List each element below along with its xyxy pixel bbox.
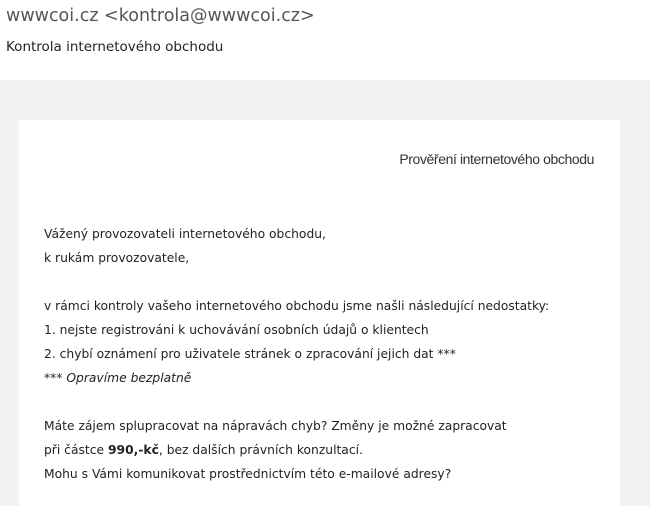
email-subject: Kontrola internetového obchodu	[6, 39, 224, 55]
offer-price: 990,-kč	[107, 443, 159, 457]
offer-suffix: , bez dalších právních konzultací.	[158, 443, 363, 457]
message-card	[19, 120, 620, 520]
intro-text: v rámci kontroly vašeho internetového obchodu jsme našli následující nedostatky:	[44, 299, 550, 313]
email-header	[0, 0, 650, 80]
greeting-line-2: k rukám provozovatele,	[44, 251, 190, 265]
offer-prefix: při částce	[44, 443, 108, 457]
issue-item-2: 2. chybí oznámení pro uživatele stránek o zpracování jejich dat ***	[44, 347, 456, 361]
footnote-text: *** Opravíme bezplatně	[44, 371, 192, 385]
sender-address[interactable]: wwwcoi.cz <kontrola@wwwcoi.cz>	[6, 6, 315, 26]
offer-line-2	[44, 442, 363, 458]
greeting-line-1: Vážený provozovateli internetového obchodu,	[44, 227, 326, 241]
offer-line-1: Máte zájem splupracovat na nápravách chyb? Změny je možné zapracovat	[44, 419, 507, 433]
message-title: Prověření internetového obchodu	[399, 151, 594, 167]
issue-item-1: 1. nejste registrováni k uchovávání osobních údajů o klientech	[44, 323, 429, 337]
offer-line-3: Mohu s Vámi komunikovat prostřednictvím této e-mailové adresy?	[44, 467, 452, 481]
